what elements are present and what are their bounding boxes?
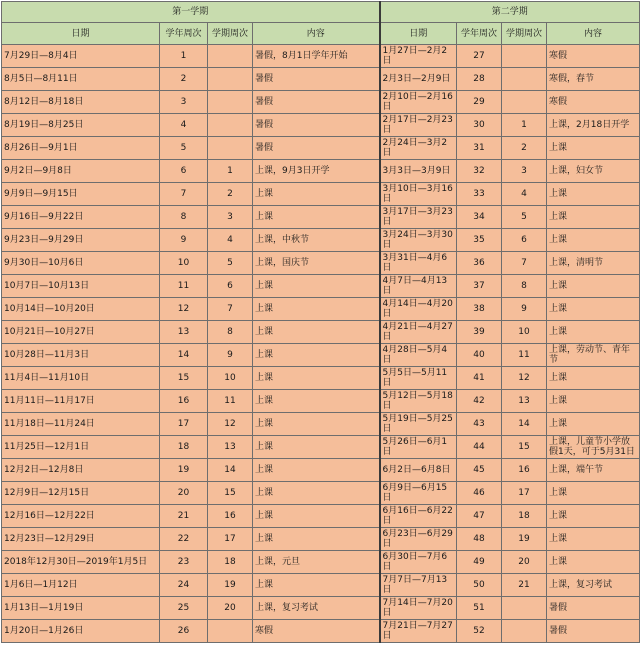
- cell-term-week-1: 16: [208, 505, 253, 528]
- cell-year-week-2: 44: [457, 436, 502, 459]
- cell-term-week-1: 8: [208, 321, 253, 344]
- cell-term-week-2: 4: [502, 183, 547, 206]
- header-year-week-2: 学年周次: [457, 23, 502, 45]
- table-row: [2, 183, 640, 206]
- cell-date-2: 1月27日—2月2日: [380, 45, 457, 68]
- cell-term-week-2: 16: [502, 459, 547, 482]
- cell-term-week-1: 3: [208, 206, 253, 229]
- cell-date-1: 12月23日—12月29日: [2, 528, 160, 551]
- cell-content-2: 上课: [547, 551, 640, 574]
- cell-date-2: 6月30日—7月6日: [380, 551, 457, 574]
- cell-content-1: 上课: [253, 482, 380, 505]
- cell-term-week-2: [502, 620, 547, 643]
- column-header-row: [2, 23, 640, 45]
- cell-term-week-1: [208, 137, 253, 160]
- cell-term-week-2: [502, 68, 547, 91]
- cell-year-week-1: 23: [160, 551, 208, 574]
- cell-year-week-2: 30: [457, 114, 502, 137]
- second-semester-title: 第二学期: [380, 2, 640, 23]
- cell-content-2: 上课: [547, 206, 640, 229]
- schedule-sheet: [1, 1, 639, 646]
- cell-date-2: 4月21日—4月27日: [380, 321, 457, 344]
- cell-year-week-2: 48: [457, 528, 502, 551]
- cell-term-week-2: [502, 91, 547, 114]
- cell-year-week-2: 28: [457, 68, 502, 91]
- cell-year-week-2: 40: [457, 344, 502, 367]
- cell-term-week-1: 17: [208, 528, 253, 551]
- cell-year-week-1: 13: [160, 321, 208, 344]
- cell-date-1: 12月2日—12月8日: [2, 459, 160, 482]
- cell-content-1: 暑假: [253, 68, 380, 91]
- cell-content-1: 上课: [253, 528, 380, 551]
- cell-content-1: 寒假: [253, 620, 380, 643]
- cell-year-week-1: 1: [160, 45, 208, 68]
- cell-date-2: 3月3日—3月9日: [380, 160, 457, 183]
- cell-year-week-1: 6: [160, 160, 208, 183]
- cell-content-1: 上课: [253, 344, 380, 367]
- cell-year-week-2: 46: [457, 482, 502, 505]
- first-semester-title: 第一学期: [2, 2, 380, 23]
- cell-date-2: 5月12日—5月18日: [380, 390, 457, 413]
- cell-year-week-1: 25: [160, 597, 208, 620]
- cell-date-2: 7月7日—7月13日: [380, 574, 457, 597]
- cell-year-week-1: 8: [160, 206, 208, 229]
- cell-content-2: 上课: [547, 482, 640, 505]
- cell-date-1: 9月2日—9月8日: [2, 160, 160, 183]
- cell-term-week-1: 20: [208, 597, 253, 620]
- cell-content-2: 上课: [547, 275, 640, 298]
- cell-term-week-1: [208, 45, 253, 68]
- cell-term-week-2: 8: [502, 275, 547, 298]
- cell-term-week-1: 1: [208, 160, 253, 183]
- cell-date-2: 3月17日—3月23日: [380, 206, 457, 229]
- table-row: [2, 160, 640, 183]
- cell-term-week-1: [208, 114, 253, 137]
- header-content-1: 内容: [253, 23, 380, 45]
- table-row: [2, 298, 640, 321]
- cell-date-2: 2月10日—2月16日: [380, 91, 457, 114]
- cell-year-week-2: 51: [457, 597, 502, 620]
- cell-year-week-2: 35: [457, 229, 502, 252]
- cell-term-week-1: 12: [208, 413, 253, 436]
- cell-year-week-1: 12: [160, 298, 208, 321]
- cell-content-2: 上课，清明节: [547, 252, 640, 275]
- cell-date-2: 4月28日—5月4日: [380, 344, 457, 367]
- cell-date-1: 9月16日—9月22日: [2, 206, 160, 229]
- table-row: [2, 528, 640, 551]
- cell-year-week-1: 9: [160, 229, 208, 252]
- cell-content-1: 上课: [253, 413, 380, 436]
- table-row: [2, 344, 640, 367]
- table-row: [2, 91, 640, 114]
- cell-term-week-1: 7: [208, 298, 253, 321]
- cell-content-1: 上课: [253, 321, 380, 344]
- cell-content-2: 上课: [547, 321, 640, 344]
- table-row: [2, 390, 640, 413]
- cell-year-week-2: 37: [457, 275, 502, 298]
- cell-content-1: 上课，9月3日开学: [253, 160, 380, 183]
- cell-term-week-2: 2: [502, 137, 547, 160]
- cell-date-2: 5月19日—5月25日: [380, 413, 457, 436]
- cell-year-week-2: 49: [457, 551, 502, 574]
- cell-year-week-1: 22: [160, 528, 208, 551]
- cell-date-2: 7月21日—7月27日: [380, 620, 457, 643]
- cell-date-1: 11月18日—11月24日: [2, 413, 160, 436]
- table-row: [2, 459, 640, 482]
- cell-content-2: 上课，妇女节: [547, 160, 640, 183]
- cell-date-1: 1月20日—1月26日: [2, 620, 160, 643]
- cell-year-week-2: 31: [457, 137, 502, 160]
- table-row: [2, 367, 640, 390]
- cell-date-2: 4月7日—4月13日: [380, 275, 457, 298]
- cell-year-week-1: 21: [160, 505, 208, 528]
- cell-content-2: 上课: [547, 183, 640, 206]
- cell-term-week-2: 5: [502, 206, 547, 229]
- cell-year-week-2: 38: [457, 298, 502, 321]
- cell-year-week-2: 32: [457, 160, 502, 183]
- cell-term-week-2: 3: [502, 160, 547, 183]
- cell-content-1: 上课，中秋节: [253, 229, 380, 252]
- table-row: [2, 137, 640, 160]
- cell-date-1: 9月23日—9月29日: [2, 229, 160, 252]
- cell-content-1: 上课: [253, 574, 380, 597]
- cell-date-1: 11月4日—11月10日: [2, 367, 160, 390]
- cell-date-1: 10月21日—10月27日: [2, 321, 160, 344]
- cell-content-1: 上课: [253, 206, 380, 229]
- cell-date-2: 5月5日—5月11日: [380, 367, 457, 390]
- cell-term-week-1: 6: [208, 275, 253, 298]
- cell-content-2: 上课: [547, 298, 640, 321]
- cell-content-1: 上课: [253, 183, 380, 206]
- cell-date-1: 10月14日—10月20日: [2, 298, 160, 321]
- cell-term-week-1: 14: [208, 459, 253, 482]
- cell-content-2: 上课: [547, 528, 640, 551]
- cell-term-week-1: 9: [208, 344, 253, 367]
- cell-year-week-2: 33: [457, 183, 502, 206]
- cell-content-1: 上课: [253, 436, 380, 459]
- cell-year-week-1: 10: [160, 252, 208, 275]
- cell-date-1: 11月11日—11月17日: [2, 390, 160, 413]
- cell-term-week-1: 11: [208, 390, 253, 413]
- cell-content-2: 上课，2月18日开学: [547, 114, 640, 137]
- cell-date-2: 7月14日—7月20日: [380, 597, 457, 620]
- cell-content-1: 上课，国庆节: [253, 252, 380, 275]
- cell-year-week-1: 2: [160, 68, 208, 91]
- cell-content-2: 上课: [547, 229, 640, 252]
- cell-content-1: 上课: [253, 298, 380, 321]
- table-row: [2, 620, 640, 643]
- cell-date-1: 9月9日—9月15日: [2, 183, 160, 206]
- cell-year-week-2: 52: [457, 620, 502, 643]
- cell-year-week-2: 42: [457, 390, 502, 413]
- cell-content-1: 暑假: [253, 137, 380, 160]
- cell-date-1: 11月25日—12月1日: [2, 436, 160, 459]
- cell-year-week-1: 5: [160, 137, 208, 160]
- table-row: [2, 574, 640, 597]
- cell-date-1: 9月30日—10月6日: [2, 252, 160, 275]
- cell-date-1: 8月5日—8月11日: [2, 68, 160, 91]
- cell-year-week-1: 3: [160, 91, 208, 114]
- school-calendar-table: [1, 1, 640, 643]
- cell-year-week-2: 34: [457, 206, 502, 229]
- cell-content-1: 上课: [253, 459, 380, 482]
- cell-date-2: 4月14日—4月20日: [380, 298, 457, 321]
- cell-content-2: 上课: [547, 390, 640, 413]
- table-row: [2, 252, 640, 275]
- table-row: [2, 436, 640, 459]
- cell-term-week-2: 11: [502, 344, 547, 367]
- cell-term-week-1: 13: [208, 436, 253, 459]
- cell-year-week-2: 50: [457, 574, 502, 597]
- cell-date-1: 12月9日—12月15日: [2, 482, 160, 505]
- table-row: [2, 275, 640, 298]
- table-row: [2, 229, 640, 252]
- cell-date-2: 3月10日—3月16日: [380, 183, 457, 206]
- cell-content-2: 暑假: [547, 620, 640, 643]
- cell-date-1: 10月28日—11月3日: [2, 344, 160, 367]
- header-date-2: 日期: [380, 23, 457, 45]
- cell-content-2: 上课，端午节: [547, 459, 640, 482]
- cell-content-2: 上课，复习考试: [547, 574, 640, 597]
- cell-content-1: 上课: [253, 275, 380, 298]
- cell-term-week-2: 6: [502, 229, 547, 252]
- cell-term-week-1: 10: [208, 367, 253, 390]
- cell-content-2: 上课: [547, 505, 640, 528]
- cell-term-week-2: 15: [502, 436, 547, 459]
- table-row: [2, 45, 640, 68]
- cell-content-1: 上课，复习考试: [253, 597, 380, 620]
- cell-term-week-2: 18: [502, 505, 547, 528]
- cell-term-week-2: 19: [502, 528, 547, 551]
- cell-year-week-1: 26: [160, 620, 208, 643]
- cell-date-2: 3月24日—3月30日: [380, 229, 457, 252]
- cell-content-1: 上课，元旦: [253, 551, 380, 574]
- header-date-1: 日期: [2, 23, 160, 45]
- cell-content-1: 上课: [253, 390, 380, 413]
- cell-date-2: 6月16日—6月22日: [380, 505, 457, 528]
- cell-content-2: 寒假: [547, 91, 640, 114]
- cell-year-week-1: 14: [160, 344, 208, 367]
- cell-term-week-2: [502, 45, 547, 68]
- cell-date-2: 6月23日—6月29日: [380, 528, 457, 551]
- cell-content-2: 寒假: [547, 45, 640, 68]
- cell-content-1: 暑假: [253, 114, 380, 137]
- cell-date-2: 6月9日—6月15日: [380, 482, 457, 505]
- table-row: [2, 68, 640, 91]
- cell-content-1: 上课: [253, 505, 380, 528]
- header-year-week-1: 学年周次: [160, 23, 208, 45]
- cell-year-week-2: 39: [457, 321, 502, 344]
- cell-date-2: 2月3日—2月9日: [380, 68, 457, 91]
- cell-year-week-1: 19: [160, 459, 208, 482]
- cell-term-week-2: 7: [502, 252, 547, 275]
- cell-content-2: 上课: [547, 413, 640, 436]
- cell-date-1: 10月7日—10月13日: [2, 275, 160, 298]
- cell-year-week-1: 11: [160, 275, 208, 298]
- semester-header-row: [2, 2, 640, 23]
- cell-year-week-1: 15: [160, 367, 208, 390]
- cell-date-1: 8月19日—8月25日: [2, 114, 160, 137]
- cell-year-week-2: 27: [457, 45, 502, 68]
- cell-date-1: 1月13日—1月19日: [2, 597, 160, 620]
- cell-date-1: 1月6日—1月12日: [2, 574, 160, 597]
- cell-year-week-2: 45: [457, 459, 502, 482]
- cell-date-2: 2月24日—3月2日: [380, 137, 457, 160]
- table-row: [2, 321, 640, 344]
- cell-term-week-1: [208, 68, 253, 91]
- cell-year-week-2: 43: [457, 413, 502, 436]
- header-content-2: 内容: [547, 23, 640, 45]
- cell-date-1: 8月12日—8月18日: [2, 91, 160, 114]
- cell-date-2: 5月26日—6月1日: [380, 436, 457, 459]
- cell-content-2: 暑假: [547, 597, 640, 620]
- cell-year-week-2: 47: [457, 505, 502, 528]
- cell-term-week-1: [208, 91, 253, 114]
- cell-term-week-1: 2: [208, 183, 253, 206]
- cell-content-2: 上课: [547, 367, 640, 390]
- cell-date-1: 2018年12月30日—2019年1月5日: [2, 551, 160, 574]
- table-row: [2, 114, 640, 137]
- cell-year-week-2: 41: [457, 367, 502, 390]
- cell-content-1: 上课: [253, 367, 380, 390]
- cell-date-1: 7月29日—8月4日: [2, 45, 160, 68]
- cell-term-week-1: 15: [208, 482, 253, 505]
- cell-content-2: 寒假，春节: [547, 68, 640, 91]
- cell-year-week-1: 7: [160, 183, 208, 206]
- table-row: [2, 551, 640, 574]
- cell-year-week-1: 4: [160, 114, 208, 137]
- cell-year-week-1: 24: [160, 574, 208, 597]
- cell-year-week-2: 36: [457, 252, 502, 275]
- table-row: [2, 505, 640, 528]
- table-row: [2, 597, 640, 620]
- table-row: [2, 206, 640, 229]
- cell-content-2: 上课，劳动节、青年节: [547, 344, 640, 367]
- cell-year-week-1: 18: [160, 436, 208, 459]
- cell-term-week-2: 21: [502, 574, 547, 597]
- cell-term-week-1: 18: [208, 551, 253, 574]
- cell-term-week-2: 10: [502, 321, 547, 344]
- cell-date-2: 6月2日—6月8日: [380, 459, 457, 482]
- table-row: [2, 413, 640, 436]
- cell-year-week-1: 17: [160, 413, 208, 436]
- cell-year-week-2: 29: [457, 91, 502, 114]
- cell-term-week-2: 13: [502, 390, 547, 413]
- header-term-week-2: 学期周次: [502, 23, 547, 45]
- cell-term-week-1: 19: [208, 574, 253, 597]
- cell-date-2: 3月31日—4月6日: [380, 252, 457, 275]
- cell-content-1: 暑假: [253, 91, 380, 114]
- cell-term-week-2: 20: [502, 551, 547, 574]
- cell-year-week-1: 20: [160, 482, 208, 505]
- cell-term-week-2: 14: [502, 413, 547, 436]
- cell-date-2: 2月17日—2月23日: [380, 114, 457, 137]
- cell-content-2: 上课: [547, 137, 640, 160]
- cell-content-1: 暑假，8月1日学年开始: [253, 45, 380, 68]
- table-row: [2, 482, 640, 505]
- cell-term-week-1: 4: [208, 229, 253, 252]
- cell-term-week-2: 12: [502, 367, 547, 390]
- cell-content-2: 上课，儿童节小学放假1天，可于5月31日: [547, 436, 640, 459]
- cell-term-week-2: 9: [502, 298, 547, 321]
- cell-term-week-2: [502, 597, 547, 620]
- cell-date-1: 8月26日—9月1日: [2, 137, 160, 160]
- cell-date-1: 12月16日—12月22日: [2, 505, 160, 528]
- header-term-week-1: 学期周次: [208, 23, 253, 45]
- cell-term-week-1: [208, 620, 253, 643]
- cell-term-week-2: 1: [502, 114, 547, 137]
- cell-term-week-1: 5: [208, 252, 253, 275]
- cell-year-week-1: 16: [160, 390, 208, 413]
- cell-term-week-2: 17: [502, 482, 547, 505]
